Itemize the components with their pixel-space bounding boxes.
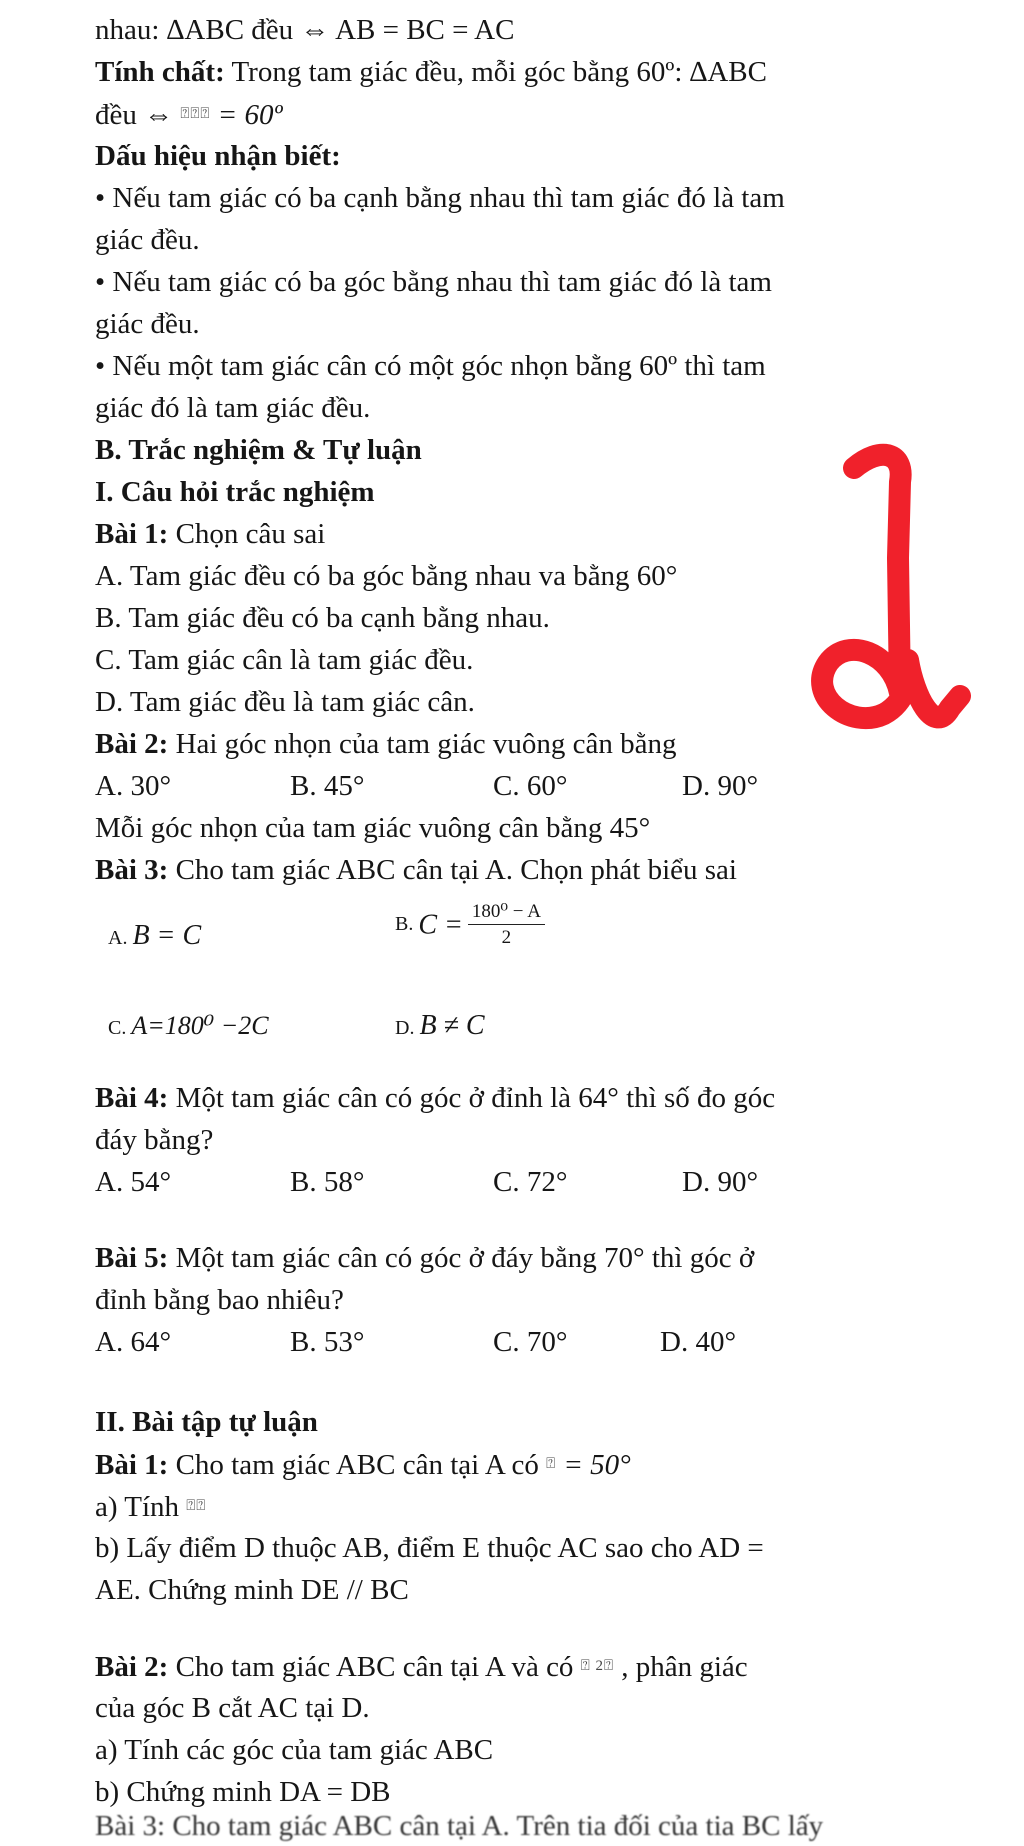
missing-glyph-icon: ⍰ 2⍰: [580, 1658, 614, 1674]
bullet-line-continued: giác đó là tam giác đều.: [95, 392, 371, 424]
part-b-heading: [95, 432, 422, 470]
missing-glyph-icon: ⍰: [546, 1456, 557, 1472]
option-d: D. 40°: [660, 1326, 737, 1358]
question-end: , phân giác: [613, 1651, 748, 1683]
option-a: A. Tam giác đều có ba góc bằng nhau va bằng 60°: [95, 560, 678, 592]
option-a: A. 30°: [95, 770, 172, 802]
formula-suffix: = 60º: [210, 99, 283, 131]
property-text: Trong tam giác đều, mỗi góc bằng 60º: ∆ABC: [224, 56, 767, 88]
essay-2-part-a: a) Tính các góc của tam giác ABC: [95, 1734, 494, 1766]
option-a: A. 64°: [95, 1326, 172, 1358]
bullet-line: • Nếu tam giác có ba cạnh bằng nhau thì tam giác đó là tam: [95, 182, 785, 214]
question-text: Chọn câu sai: [168, 518, 326, 550]
question-5-continued: đỉnh bằng bao nhiêu?: [95, 1284, 344, 1316]
question-text: Cho tam giác ABC cân tại A. Chọn phát biểu sai: [168, 854, 737, 886]
question-label: Bài 1:: [95, 1449, 169, 1481]
property-label: Tính chất:: [95, 56, 225, 88]
option-d: [395, 1008, 485, 1046]
essay-2: [95, 1648, 748, 1686]
essay-1-part-b-continued: AE. Chứng minh DE // BC: [95, 1574, 409, 1606]
option-a: A. 54°: [95, 1166, 172, 1198]
question-text: Một tam giác cân có góc ở đỉnh là 64° thì số đo góc: [168, 1082, 776, 1114]
missing-glyph-icon: ⍰⍰: [186, 1498, 207, 1514]
option-a: [108, 918, 201, 956]
text-line: nhau: ∆ABC đều ⇔ AB = BC = AC: [95, 14, 515, 46]
missing-glyph-icon: ⍰⍰⍰: [180, 106, 211, 122]
question-4-continued: đáy bằng?: [95, 1124, 214, 1156]
option-letter: A.: [108, 927, 128, 949]
option-d: D. 90°: [682, 770, 759, 802]
property-line: [95, 54, 767, 92]
heading-text: Dấu hiệu nhận biết:: [95, 140, 341, 172]
essay-1-part-b: b) Lấy điểm D thuộc AB, điểm E thuộc AC sao cho AD =: [95, 1532, 764, 1564]
part-text: a) Tính: [95, 1491, 187, 1523]
question-text: Hai góc nhọn của tam giác vuông cân bằng: [168, 728, 677, 760]
question-label: Bài 1:: [95, 518, 169, 550]
question-label: Bài 5:: [95, 1242, 169, 1274]
option-c: [108, 1008, 269, 1046]
essay-1-part-a: [95, 1488, 206, 1526]
bullet-line-continued: giác đều.: [95, 224, 200, 256]
question-label: Bài 2:: [95, 1651, 169, 1683]
option-b: B. 58°: [290, 1166, 365, 1198]
fraction-numerator: 180⁰ − A: [468, 900, 545, 925]
question-label: Bài 3:: [95, 854, 169, 886]
section-heading: [95, 138, 341, 176]
section-i-heading: [95, 474, 375, 512]
property-formula-line: [95, 96, 282, 134]
option-c: C. 60°: [493, 770, 568, 802]
question-text: Cho tam giác ABC cân tại A và có: [168, 1651, 581, 1683]
formula-left: C =: [418, 909, 463, 941]
option-d: D. 90°: [682, 1166, 759, 1198]
option-c: C. 72°: [493, 1166, 568, 1198]
answer-line: Mỗi góc nhọn của tam giác vuông cân bằng 45°: [95, 812, 651, 844]
section-ii-title: II. Bài tập tự luận: [95, 1406, 318, 1438]
essay-2-continued: của góc B cắt AC tại D.: [95, 1692, 370, 1724]
question-text: Một tam giác cân có góc ở đáy bằng 70° thì góc ở: [168, 1242, 755, 1274]
option-d: D. Tam giác đều là tam giác cân.: [95, 686, 475, 718]
formula-prefix: đều ⇔: [95, 99, 181, 131]
formula: B ≠ C: [419, 1010, 485, 1041]
question-label: Bài 4:: [95, 1082, 169, 1114]
question-text: Cho tam giác ABC cân tại A có: [168, 1449, 547, 1481]
cut-off-bottom-line: Bài 3: Cho tam giác ABC cân tại A. Trên tia đối của tia BC lấy: [95, 1810, 824, 1842]
option-b: [395, 900, 545, 948]
question-label: Bài 2:: [95, 728, 169, 760]
question-2: [95, 726, 676, 764]
section-ii-heading: [95, 1404, 318, 1442]
bullet-line: • Nếu một tam giác cân có một góc nhọn bằng 60º thì tam: [95, 350, 766, 382]
handwritten-annotation: [810, 438, 980, 768]
essay-1: [95, 1446, 631, 1484]
formula: A=180⁰ −2C: [131, 1011, 269, 1040]
question-4: [95, 1080, 775, 1118]
bullet-line-continued: giác đều.: [95, 308, 200, 340]
section-i-title: I. Câu hỏi trắc nghiệm: [95, 476, 375, 508]
question-end: = 50°: [556, 1449, 631, 1481]
option-letter: C.: [108, 1017, 127, 1039]
option-b: B. Tam giác đều có ba cạnh bằng nhau.: [95, 602, 550, 634]
essay-2-part-b: b) Chứng minh DA = DB: [95, 1776, 391, 1808]
option-b: B. 45°: [290, 770, 365, 802]
option-c: C. Tam giác cân là tam giác đều.: [95, 644, 474, 676]
bullet-line: • Nếu tam giác có ba góc bằng nhau thì tam giác đó là tam: [95, 266, 772, 298]
option-letter: B.: [395, 913, 414, 936]
question-1: [95, 516, 325, 554]
question-3: [95, 852, 737, 890]
fraction-denominator: 2: [501, 927, 512, 948]
part-b-title: B. Trắc nghiệm & Tự luận: [95, 434, 422, 466]
option-b: B. 53°: [290, 1326, 365, 1358]
option-letter: D.: [395, 1017, 415, 1039]
scribble-stroke: [822, 455, 960, 718]
fraction: [468, 900, 545, 951]
formula: B = C: [132, 920, 202, 951]
question-5: [95, 1240, 754, 1278]
option-c: C. 70°: [493, 1326, 568, 1358]
